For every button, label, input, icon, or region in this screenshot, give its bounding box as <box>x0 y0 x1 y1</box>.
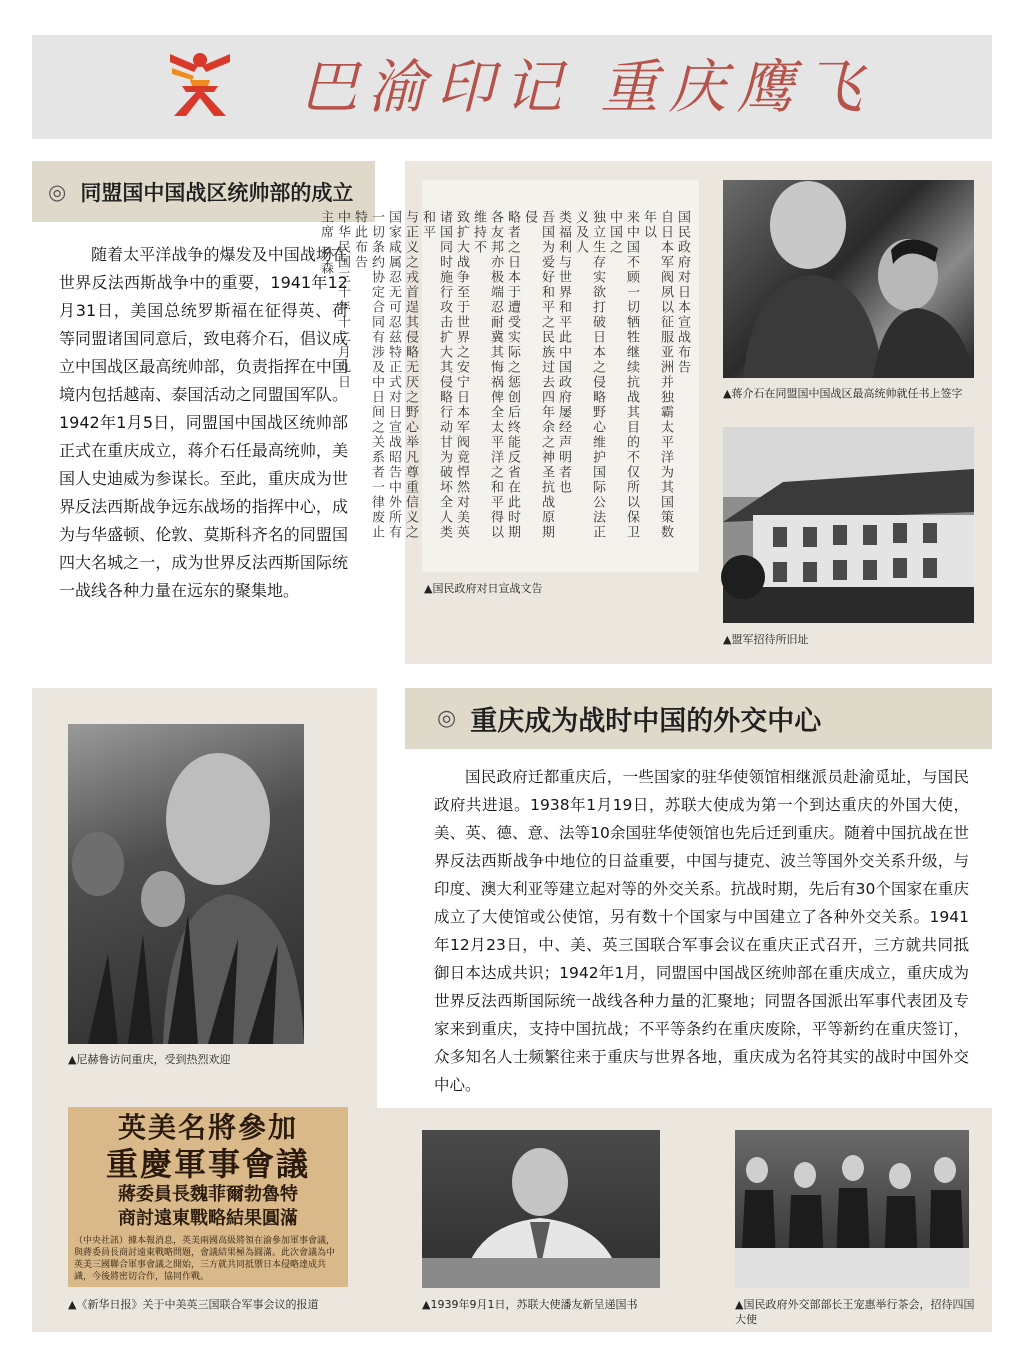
newspaper-headline-1: 英美名將參加 <box>117 1111 298 1144</box>
section1-title: 同盟国中国战区统帅部的成立 <box>80 180 354 205</box>
declaration-column: 主席 林森 <box>318 210 333 277</box>
declaration-column: 中华民国三十年十二月九日 <box>335 210 350 390</box>
declaration-column: 各友邦亦极端忍耐冀其悔祸俾全太平洋之和平得以维持不 <box>471 210 503 540</box>
declaration-column: 略者之日本于遭受实际之惩创后终能反省在此时期 <box>505 210 520 540</box>
chiang-caption: ▲蒋介石在同盟国中国战区最高统帅就任书上签字 <box>723 387 963 400</box>
soviet-ambassador-photo <box>422 1130 660 1288</box>
declaration-column: 吾国为爱好和平之民族过去四年余之神圣抗战原期侵 <box>522 210 554 540</box>
xinhua-newspaper-clip <box>68 1107 348 1287</box>
chiang-signing-photo <box>723 180 974 378</box>
declaration-column: 一切条约协定合同有涉及中日间之关系者一律废止特此布告 <box>352 210 384 540</box>
newspaper-body: （中央社訊）據本報消息，英美兩國高級將領在渝參加軍事會議，與蔣委員長商討遠東戰略問題，會議結果極為圓滿。此次會議為中英美三國聯合軍事會議之開始，三方就共同抵禦日本侵略達成共識，今後將密切合作，協同作戰。 <box>74 1236 336 1282</box>
tea-party-photo <box>735 1130 969 1288</box>
declaration-column: 国民政府对日本宣战布告 <box>675 210 690 375</box>
teaparty-caption: ▲国民政府外交部部长王宠惠举行茶会，招待四国大使 <box>735 1298 975 1326</box>
declaration-column: 致扩大战争至于世界之安宁日本军阀竟悍然对美英 <box>454 210 469 540</box>
nehru-caption: ▲尼赫鲁访问重庆，受到热烈欢迎 <box>68 1053 231 1066</box>
declaration-column: 独立生存实欲打破日本之侵略野心维护国际公法正义及人 <box>573 210 605 540</box>
declaration-column: 与正义之戎首逞其侵略无厌之野心举凡尊重信义之 <box>403 210 418 540</box>
declaration-document-image <box>318 180 699 572</box>
section1-body: 随着太平洋战争的爆发及中国战场在世界反法西斯战争中的重要，1941年12月31日，美国总统罗斯福在征得英、荷等同盟诸国同意后，致电蒋介石，倡议成立中国战区最高统帅部，负责指挥在中国境内包括越南、泰国活动之同盟国军队。1942年1月5日，同盟国中国战区统帅部正式在重庆成立，蒋介石任最高统帅，美国人史迪威为参谋长。至此，重庆成为世界反法西斯战争远东战场的指挥中心，成为与华盛顿、伦敦、莫斯科齐名的同盟国四大名城之一，成为世界反法西斯国际统一战线各种力量在远东的聚集地。 <box>59 245 348 600</box>
section2-title-mark: ◎ <box>437 706 457 731</box>
declaration-column: 类福利与世界和平此中国政府屡经声明者也 <box>556 210 571 495</box>
section2-body: 国民政府迁都重庆后，一些国家的驻华使领馆相继派员赴渝觅址，与国民政府共进退。1938年1月19日，苏联大使成为第一个到达重庆的外国大使，美、英、德、意、法等10余国驻华使领馆也先后迁到重庆。随着中国抗战在世界反法西斯战争中地位的日益重要，中国与捷克、波兰等国外交关系升级，与印度、澳大利亚等建立起对等的外交关系。抗战时期，先后有30个国家在重庆成立了大使馆或公使馆，另有数十个国家与中国建立了各种外交关系。1941年12月23日，中、美、英三国联合军事会议在重庆正式召开，三方就共同抵御日本达成共识；1942年1月，同盟国中国战区统帅部在重庆成立，重庆成为世界反法西斯国际统一战线各种力量的汇聚地；同盟各国派出军事代表团及专家来到重庆，支持中国抗战；不平等条约在重庆废除，平等新约在重庆签订，众多知名人士频繁往来于重庆与世界各地，重庆成为名符其实的战时中国外交中心。 <box>434 768 969 1094</box>
declaration-caption: ▲国民政府对日宣战文告 <box>424 582 543 595</box>
declaration-column: 国家咸属忍无可忍兹特正式对日宣战昭告中外所有 <box>386 210 401 540</box>
section2-title-bar <box>405 688 992 749</box>
newspaper-caption: ▲《新华日报》关于中美英三国联合军事会议的报道 <box>68 1298 319 1311</box>
nehru-visit-photo <box>68 724 304 1044</box>
newspaper-headline-2: 重慶軍事會議 <box>105 1145 310 1183</box>
soviet-caption: ▲1939年9月1日，苏联大使潘友新呈递国书 <box>422 1298 638 1311</box>
declaration-text-columns <box>317 210 691 550</box>
chongqing-logo-icon <box>164 46 236 118</box>
declaration-column: 来中国不顾一切牺牲继续抗战其目的不仅所以保卫中国之 <box>607 210 639 540</box>
calligraphy-title: 巴渝印记 重庆鹰飞 <box>300 53 873 121</box>
declaration-column: 自日本军阀夙以征服亚洲并独霸太平洋为其国策数年以 <box>641 210 673 540</box>
declaration-column: 诸国同时施行攻击扩大其侵略行动甘为破坏全人类和平 <box>420 210 452 540</box>
newspaper-headline-3: 蔣委員長魏菲爾勃魯特 <box>118 1184 298 1205</box>
hostel-caption: ▲盟军招待所旧址 <box>723 633 809 646</box>
section2-title: 重庆成为战时中国的外交中心 <box>470 706 822 737</box>
allied-hostel-photo <box>723 427 974 623</box>
newspaper-headline-4: 商討遠東戰略結果圓滿 <box>118 1208 298 1229</box>
section1-title-mark: ◎ <box>48 179 67 204</box>
